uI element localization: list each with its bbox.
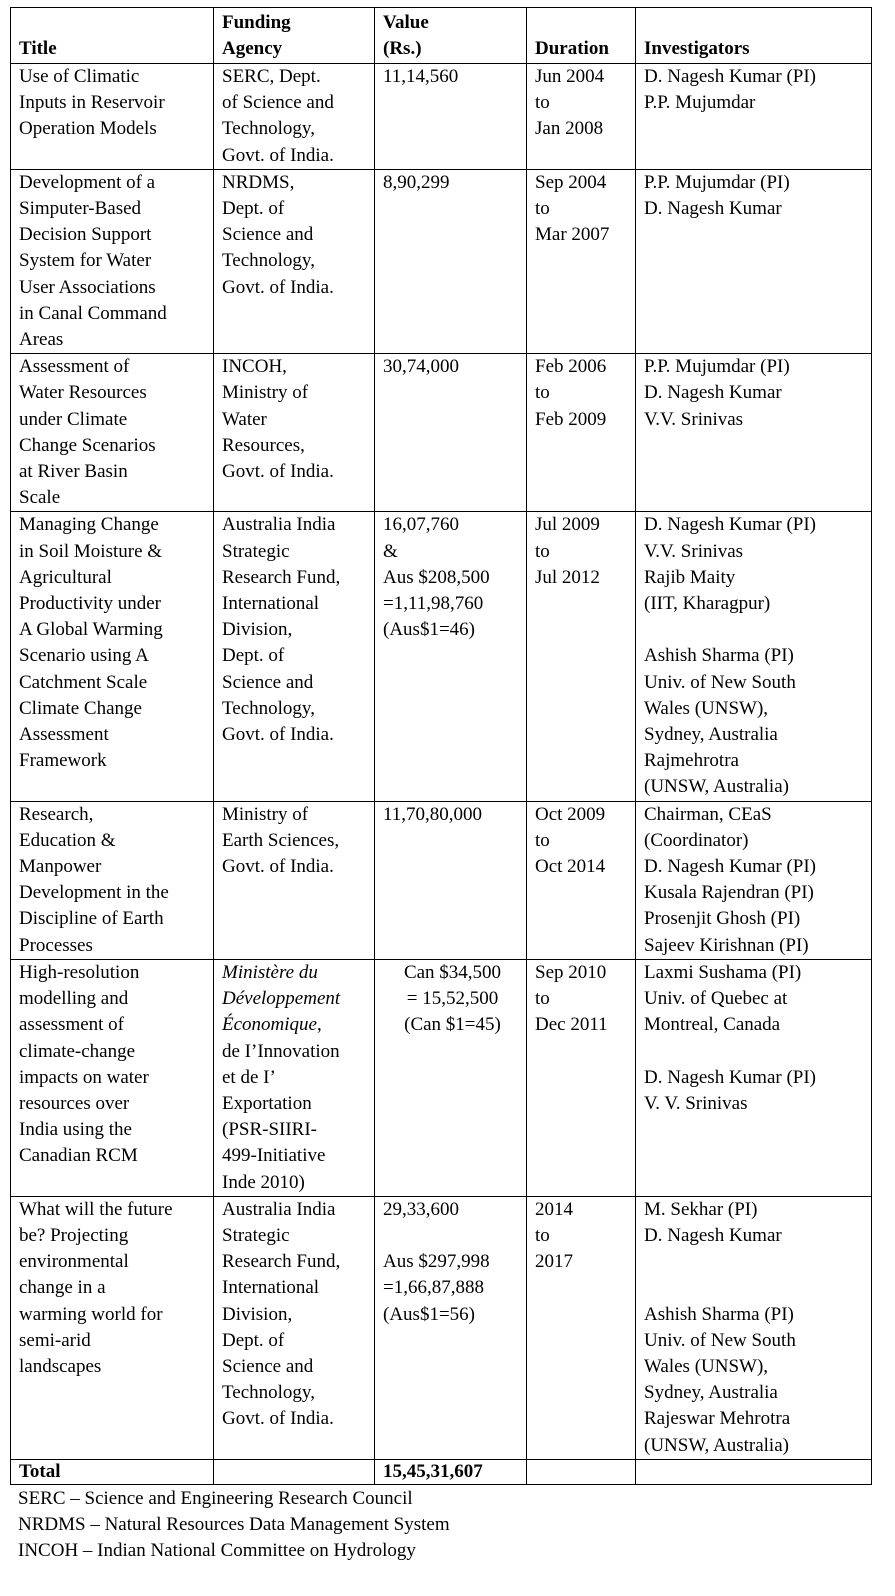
investigators-line: Wales (UNSW), [644,1355,769,1377]
duration-line: Sep 2004 [535,171,607,193]
investigators-line: Montreal, Canada [644,1014,781,1036]
header-agency: Funding Agency [214,8,375,64]
investigators-line [644,1275,867,1301]
value-line: Aus $208,500 [383,566,490,588]
cell-duration [527,959,636,1196]
duration-line: Jan 2008 [535,118,604,140]
title-line: Agricultural [19,566,112,588]
investigators-line: Rajeswar Mehrotra [644,1408,791,1430]
value-line: =1,66,87,888 [383,1277,484,1299]
investigators-line: Rajmehrotra [644,750,739,772]
agency-line: Govt. of India. [222,1408,334,1430]
cell-agency [214,959,375,1196]
title-line: resources over [19,1092,130,1114]
cell-duration [527,1196,636,1459]
investigators-line: P.P. Mujumdar (PI) [644,356,790,378]
duration-line: Feb 2006 [535,356,607,378]
title-line: System for Water [19,250,152,272]
title-line: in Canal Command [19,302,167,324]
duration-line: to [535,1224,550,1246]
agency-line: Inde 2010) [222,1171,305,1193]
agency-line: Resources, [222,434,305,456]
title-line: Education & [19,829,116,851]
investigators-line [644,1039,867,1065]
agency-line: Research Fund, [222,566,341,588]
agency-line: de I’Innovation [222,1040,340,1062]
total-value: 15,45,31,607 [375,1459,527,1484]
title-line: Catchment Scale [19,671,148,693]
agency-line: 499-Initiative [222,1145,326,1167]
investigators-line: D. Nagesh Kumar [644,198,782,220]
title-line: at River Basin [19,461,128,483]
agency-line: Strategic [222,540,290,562]
cell-agency [214,801,375,959]
agency-line: Ministry of [222,382,309,404]
cell-title [11,354,214,512]
investigators-line: Univ. of Quebec at [644,988,788,1010]
title-line: What will the future [19,1198,173,1220]
table-row [11,512,872,801]
title-line: Decision Support [19,224,152,246]
agency-line: Science and [222,224,314,246]
title-line: Framework [19,750,107,772]
agency-line: INCOH, [222,356,287,378]
cell-agency [214,169,375,353]
title-line: India using the [19,1119,132,1141]
header-investigators: Investigators [636,8,872,64]
investigators-line: Kusala Rajendran (PI) [644,882,814,904]
header-value: Value (Rs.) [375,8,527,64]
title-line: User Associations [19,276,156,298]
abbreviation-notes [18,1486,450,1564]
title-line: Simputer-Based [19,198,142,220]
agency-line: Australia India [222,514,336,536]
agency-line: et de I’ [222,1066,276,1088]
investigators-line: Ashish Sharma (PI) [644,645,794,667]
duration-line: to [535,92,550,114]
title-line: Processes [19,934,93,956]
value-line: 8,90,299 [383,171,450,193]
investigators-line: Wales (UNSW), [644,697,769,719]
agency-line: International [222,593,320,615]
investigators-line: Rajib Maity [644,566,736,588]
cell-investigators [636,801,872,959]
agency-line: Technology, [222,1382,315,1404]
agency-line: Technology, [222,250,315,272]
title-line: Development of a [19,171,156,193]
cell-title [11,64,214,170]
total-row [11,1459,872,1484]
note-incoh: INCOH – Indian National Committee on Hydrology [18,1540,416,1561]
value-line: 11,14,560 [383,66,459,87]
cell-investigators [636,64,872,170]
note-nrdms: NRDMS – Natural Resources Data Management System [18,1514,450,1535]
title-line: climate-change [19,1040,136,1062]
title-line: in Soil Moisture & [19,540,163,562]
investigators-line [644,617,867,643]
title-line: Inputs in Reservoir [19,92,165,114]
investigators-line: (Coordinator) [644,829,749,851]
investigators-line: (UNSW, Australia) [644,1434,789,1456]
title-line: change in a [19,1277,106,1299]
title-line: Scale [19,487,61,509]
investigators-line: Univ. of New South [644,671,796,693]
agency-line: Strategic [222,1224,290,1246]
value-line: Can $34,500 [403,961,502,983]
value-line: Aus $297,998 [383,1251,490,1273]
table-row [11,354,872,512]
agency-line: Water [222,408,267,430]
title-line: High-resolution [19,961,140,983]
total-duration-empty [527,1459,636,1484]
value-line: 16,07,760 [383,514,459,536]
investigators-line: Laxmi Sushama (PI) [644,961,802,983]
title-line: A Global Warming [19,619,163,641]
agency-line: Dept. of [222,1329,285,1351]
cell-value [375,169,527,353]
total-investigators-empty [636,1459,872,1484]
agency-line: of Science and [222,92,334,114]
projects-table [10,7,872,1485]
title-line: be? Projecting [19,1224,129,1246]
value-line: & [383,540,398,562]
cell-duration [527,354,636,512]
investigators-line: V. V. Srinivas [644,1092,748,1114]
agency-line: , [316,1014,322,1036]
agency-line: Ministère du [222,961,318,983]
table-row [11,959,872,1196]
title-line: under Climate [19,408,128,430]
duration-line: to [535,198,550,220]
duration-line: Sep 2010 [535,961,607,983]
investigators-line: P.P. Mujumdar [644,92,756,114]
title-line: impacts on water [19,1066,149,1088]
title-line: Development in the [19,882,169,904]
cell-duration [527,64,636,170]
investigators-line: D. Nagesh Kumar (PI) [644,514,817,536]
investigators-line: Prosenjit Ghosh (PI) [644,908,801,930]
investigators-line: V.V. Srinivas [644,408,744,430]
title-line: Use of Climatic [19,66,140,87]
title-line: landscapes [19,1355,102,1377]
cell-investigators [636,1196,872,1459]
investigators-line: M. Sekhar (PI) [644,1198,758,1220]
cell-duration [527,512,636,801]
title-line: Assessment of [19,356,130,378]
title-line: Operation Models [19,118,157,140]
cell-value [375,512,527,801]
investigators-line: (UNSW, Australia) [644,776,789,798]
cell-duration [527,801,636,959]
agency-line: Science and [222,1355,314,1377]
agency-line: Science and [222,671,314,693]
title-line: Discipline of Earth [19,908,164,930]
cell-value [375,1196,527,1459]
agency-line: Développement [222,988,341,1010]
value-line: (Aus$1=46) [383,619,475,641]
title-line: Areas [19,329,64,351]
header-duration: Duration [527,8,636,64]
value-line: = 15,52,500 [406,988,499,1010]
duration-line: Jun 2004 [535,66,605,87]
agency-line: Dept. of [222,645,285,667]
duration-line: to [535,540,550,562]
investigators-line: P.P. Mujumdar (PI) [644,171,790,193]
title-line: Manpower [19,856,102,878]
agency-line: Govt. of India. [222,276,334,298]
agency-line: Govt. of India. [222,724,334,746]
agency-line: Économique [222,1014,317,1036]
cell-title [11,959,214,1196]
investigators-line: Univ. of New South [644,1329,796,1351]
cell-title [11,801,214,959]
value-line [383,1223,522,1249]
title-line: Managing Change [19,514,159,536]
cell-value [375,354,527,512]
table-row [11,169,872,353]
value-line: (Can $1=45) [404,1014,501,1036]
duration-line: Dec 2011 [535,1014,608,1036]
total-agency-empty [214,1459,375,1484]
investigators-line: D. Nagesh Kumar [644,1224,782,1246]
title-line: Change Scenarios [19,434,156,456]
title-line: semi-arid [19,1329,91,1351]
investigators-line: D. Nagesh Kumar (PI) [644,1066,817,1088]
cell-title [11,1196,214,1459]
value-line: 11,70,80,000 [383,803,483,825]
value-line: =1,11,98,760 [383,593,484,615]
cell-title [11,512,214,801]
value-line: 30,74,000 [383,356,459,378]
total-label: Total [11,1459,214,1484]
header-row [11,8,872,64]
agency-line: Govt. of India. [222,461,334,483]
title-line: warming world for [19,1303,163,1325]
agency-line: NRDMS, [222,171,295,193]
note-serc: SERC – Science and Engineering Research Council [18,1488,413,1509]
title-line: assessment of [19,1014,125,1036]
agency-line: Technology, [222,118,315,140]
cell-investigators [636,354,872,512]
cell-investigators [636,959,872,1196]
table-row [11,801,872,959]
agency-line: Exportation [222,1092,312,1114]
investigators-line: Sydney, Australia [644,724,778,746]
value-line: 29,33,600 [383,1198,459,1220]
title-line: Climate Change [19,697,142,719]
investigators-line: Ashish Sharma (PI) [644,1303,794,1325]
cell-title [11,169,214,353]
duration-line: Feb 2009 [535,408,607,430]
title-line: Water Resources [19,382,147,404]
investigators-line: D. Nagesh Kumar (PI) [644,856,817,878]
title-line: Research, [19,803,94,825]
agency-line: Division, [222,619,293,641]
header-title: Title [11,8,214,64]
title-line: Assessment [19,724,109,746]
cell-value [375,959,527,1196]
duration-line: 2014 [535,1198,573,1220]
duration-line: Oct 2014 [535,856,606,878]
agency-line: Research Fund, [222,1251,341,1273]
title-line: modelling and [19,988,129,1010]
investigators-line: Sajeev Kirishnan (PI) [644,934,809,956]
cell-value [375,801,527,959]
title-line: environmental [19,1251,129,1273]
agency-line: Govt. of India. [222,144,334,166]
agency-line: Technology, [222,697,315,719]
cell-duration [527,169,636,353]
cell-agency [214,354,375,512]
table-row [11,64,872,170]
duration-line: Mar 2007 [535,224,610,246]
investigators-line: D. Nagesh Kumar [644,382,782,404]
investigators-line: (IIT, Kharagpur) [644,593,771,615]
agency-line: Earth Sciences, [222,829,340,851]
cell-value [375,64,527,170]
agency-line: Australia India [222,1198,336,1220]
investigators-line: Sydney, Australia [644,1382,778,1404]
duration-line: Jul 2009 [535,514,600,536]
investigators-line: D. Nagesh Kumar (PI) [644,66,817,87]
duration-line: to [535,988,550,1010]
investigators-line: V.V. Srinivas [644,540,744,562]
investigators-line: Chairman, CEaS [644,803,772,825]
cell-agency [214,1196,375,1459]
title-line: Scenario using A [19,645,149,667]
value-line: (Aus$1=56) [383,1303,475,1325]
title-line: Productivity under [19,593,161,615]
table-row [11,1196,872,1459]
agency-line: SERC, Dept. [222,66,321,87]
duration-line: Oct 2009 [535,803,606,825]
agency-line: Ministry of [222,803,309,825]
agency-line: Division, [222,1303,293,1325]
agency-line: International [222,1277,320,1299]
cell-investigators [636,512,872,801]
investigators-line [644,1249,867,1275]
agency-line: (PSR-SIIRI- [222,1119,318,1141]
duration-line: to [535,829,550,851]
agency-line: Govt. of India. [222,856,334,878]
agency-line: Dept. of [222,198,285,220]
duration-line: Jul 2012 [535,566,600,588]
cell-agency [214,64,375,170]
duration-line: 2017 [535,1251,573,1273]
cell-investigators [636,169,872,353]
cell-agency [214,512,375,801]
duration-line: to [535,382,550,404]
title-line: Canadian RCM [19,1145,138,1167]
